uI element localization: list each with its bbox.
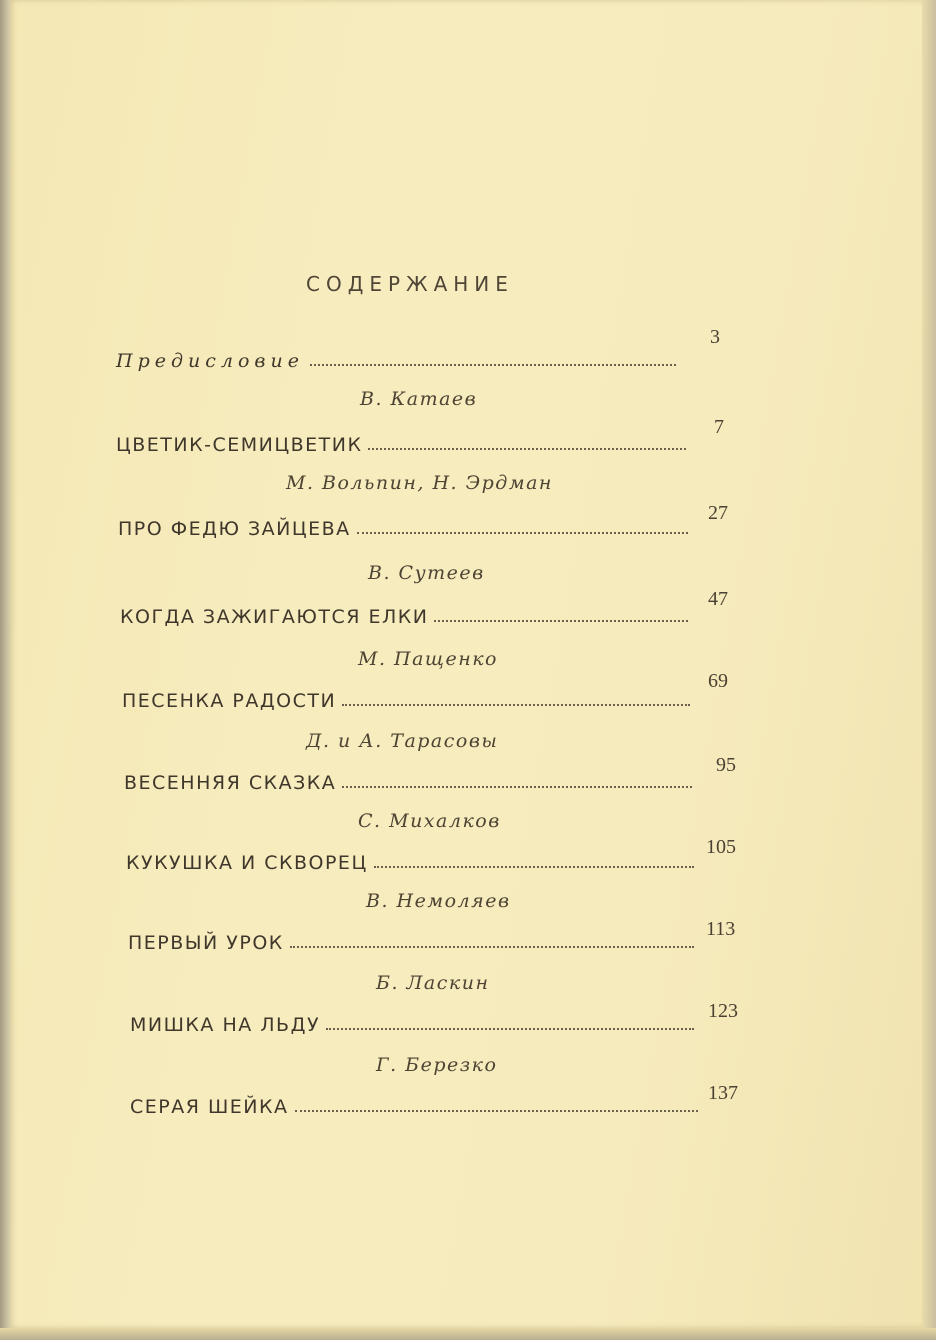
toc-author: Г. Березко <box>376 1054 498 1076</box>
dot-leader <box>342 786 692 788</box>
toc-heading: СОДЕРЖАНИЕ <box>306 272 514 296</box>
book-page <box>10 0 936 1328</box>
toc-entry <box>118 512 696 540</box>
toc-entry-title: Предисловие <box>116 350 304 372</box>
toc-page-number: 7 <box>714 416 724 438</box>
toc-entry-title: ВЕСЕННЯЯ СКАЗКА <box>124 772 337 794</box>
toc-author: Д. и А. Тарасовы <box>306 730 499 752</box>
toc-entry <box>126 846 702 874</box>
toc-entry <box>120 600 696 628</box>
toc-author: В. Сутеев <box>368 562 485 584</box>
toc-author: М. Вольпин, Н. Эрдман <box>286 472 553 494</box>
dot-leader <box>310 364 676 366</box>
toc-page-number: 47 <box>708 588 728 610</box>
dot-leader <box>368 448 686 450</box>
page-right-edge <box>922 0 936 1340</box>
toc-entry-title: КОГДА ЗАЖИГАЮТСЯ ЕЛКИ <box>120 606 429 628</box>
dot-leader <box>434 620 688 622</box>
toc-entry <box>130 1008 702 1036</box>
toc-page-number: 27 <box>708 502 728 524</box>
toc-entry-title: СЕРАЯ ШЕЙКА <box>130 1096 289 1118</box>
toc-page-number: 137 <box>708 1082 738 1104</box>
toc-author: М. Пащенко <box>358 648 498 670</box>
toc-entry-title: КУКУШКА И СКВОРЕЦ <box>126 852 368 874</box>
toc-author: С. Михалков <box>358 810 501 832</box>
toc-entry-title: ПЕРВЫЙ УРОК <box>128 932 284 954</box>
dot-leader <box>326 1028 694 1030</box>
dot-leader <box>342 704 690 706</box>
toc-author: Б. Ласкин <box>376 972 490 994</box>
dot-leader <box>290 946 694 948</box>
dot-leader <box>295 1110 699 1112</box>
toc-page-number: 3 <box>710 326 720 348</box>
toc-entry-title: ПЕСЕНКА РАДОСТИ <box>122 690 337 712</box>
toc-author: В. Катаев <box>360 388 478 410</box>
toc-entry-preface <box>116 344 684 372</box>
toc-page-number: 113 <box>706 918 736 940</box>
toc-entry-title: ПРО ФЕДЮ ЗАЙЦЕВА <box>118 518 351 540</box>
toc-page-number: 69 <box>708 670 728 692</box>
toc-page-number: 123 <box>708 1000 738 1022</box>
toc-entry <box>122 684 698 712</box>
book-spine-edge <box>0 0 10 1340</box>
dot-leader <box>374 866 694 868</box>
page-bottom-edge <box>0 1328 936 1340</box>
toc-page-number: 105 <box>706 836 736 858</box>
toc-entry <box>130 1090 706 1118</box>
toc-page-number: 95 <box>716 754 736 776</box>
dot-leader <box>357 532 688 534</box>
toc-entry-title: ЦВЕТИК-СЕМИЦВЕТИК <box>116 434 363 456</box>
toc-author: В. Немоляев <box>366 890 511 912</box>
toc-entry-title: МИШКА НА ЛЬДУ <box>130 1014 321 1036</box>
toc-entry <box>128 926 702 954</box>
toc-entry <box>124 766 700 794</box>
toc-entry <box>116 428 694 456</box>
